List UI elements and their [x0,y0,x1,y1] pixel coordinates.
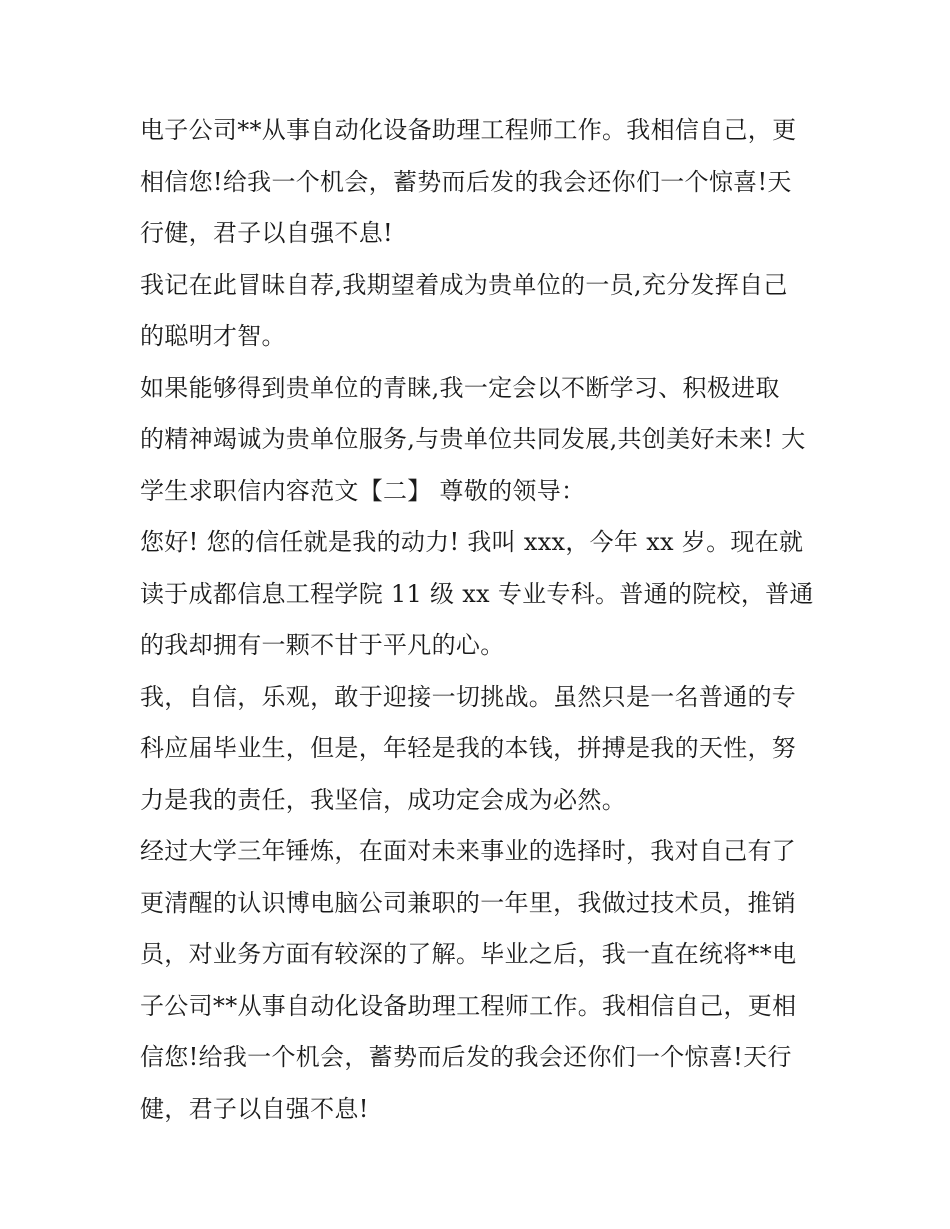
text-line: 我记在此冒昧自荐,我期望着成为贵单位的一员,充分发挥自己 [140,270,788,299]
text-line: 读于成都信息工程学院 11 级 xx 专业专科。普通的院校，普通 [140,579,814,608]
text-line: 经过大学三年锤炼，在面对未来事业的选择时，我对自己有了 [140,837,797,865]
text-line: 的聪明才智。 [140,322,286,350]
text-line: 的精神竭诚为贵单位服务,与贵单位共同发展,共创美好未来! 大 [140,425,806,453]
text-line: 力是我的责任，我坚信，成功定会成为必然。 [140,785,626,814]
text-line: 子公司**从事自动化设备助理工程师工作。我相信自己，更相 [140,991,797,1020]
document-body [140,105,815,1135]
text-line: 相信您!给我一个机会，蓄势而后发的我会还你们一个惊喜!天 [140,167,792,196]
text-line: 健，君子以自强不息! [140,1094,369,1123]
text-line: 学生求职信内容范文【二】 尊敬的领导： [140,476,586,505]
text-line: 信您!给我一个机会，蓄势而后发的我会还你们一个惊喜!天行 [140,1043,792,1071]
text-line: 的我却拥有一颗不甘于平凡的心。 [140,631,505,659]
text-line: 员，对业务方面有较深的了解。毕业之后，我一直在统将**电 [140,940,797,968]
text-line: 更清醒的认识博电脑公司兼职的一年里，我做过技术员，推销 [140,888,797,917]
text-line: 如果能够得到贵单位的青睐,我一定会以不断学习、积极进取 [140,373,780,402]
text-line: 我，自信，乐观，敢于迎接一切挑战。虽然只是一名普通的专 [140,682,797,711]
text-line: 电子公司**从事自动化设备助理工程师工作。我相信自己，更 [140,116,797,144]
text-line: 科应届毕业生，但是，年轻是我的本钱，拼搏是我的天性，努 [140,734,797,762]
text-line: 您好! 您的信任就是我的动力! 我叫 xxx，今年 xx 岁。现在就 [140,528,804,556]
text-line: 行健，君子以自强不息! [140,219,393,247]
